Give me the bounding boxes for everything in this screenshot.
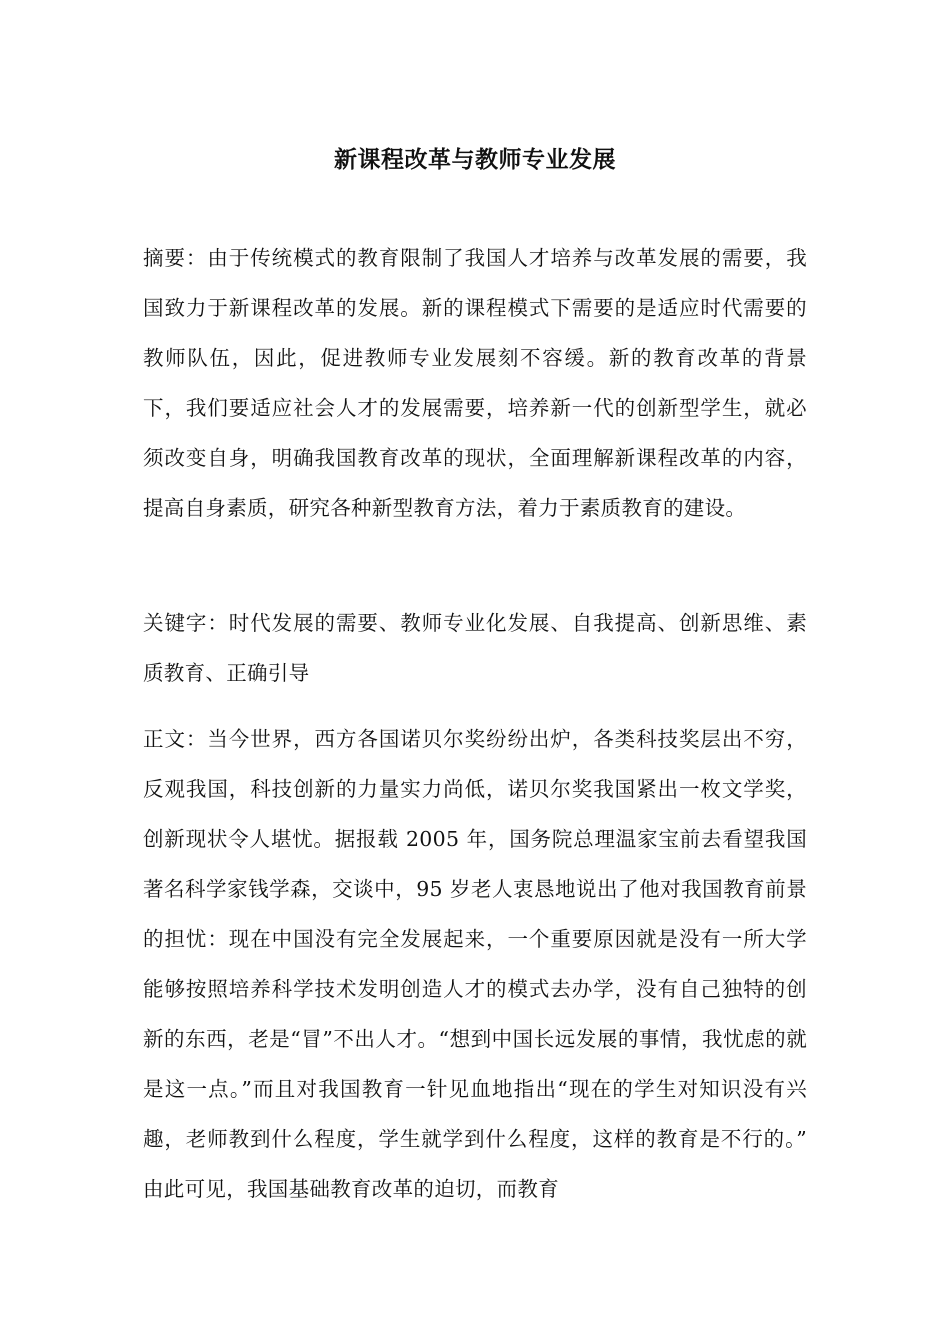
keywords-label: 关键字： xyxy=(143,611,229,635)
body-text: 当今世界，西方各国诺贝尔奖纷纷出炉，各类科技奖层出不穷，反观我国，科技创新的力量实力尚低，诺贝尔奖我国紧出一枚文学奖，创新现状令人堪忧。据报载 2005 年，国务院总理温家宝前去看望我国著名科学家钱学森，交谈中，95 岁老人衷恳地说出了他对我国教育前景的担忧：现在中国没有完全发展起来，一个重要原因就是没有一所大学能够按照培养科学技术发明创造人才的模式去办学，没有自己独特的创新的东西，老是“冒”不出人才。“想到中国长远发展的事情，我忧虑的就是这一点。”而且对我国教育一针见血地指出“现在的学生对知识没有兴趣，老师教到什么程度，学生就学到什么程度，这样的教育是不行的。” 由此可见，我国基础教育改革的迫切，而教育 xyxy=(143,727,807,1201)
body-paragraph xyxy=(143,714,807,1214)
keywords-text: 时代发展的需要、教师专业化发展、自我提高、创新思维、素质教育、正确引导 xyxy=(143,611,807,685)
body-label: 正文： xyxy=(143,727,208,751)
abstract-label: 摘要： xyxy=(143,246,208,270)
document-title: 新课程改革与教师专业发展 xyxy=(334,146,616,173)
abstract-text: 由于传统模式的教育限制了我国人才培养与改革发展的需要，我国致力于新课程改革的发展。新的课程模式下需要的是适应时代需要的教师队伍，因此，促进教师专业发展刻不容缓。新的教育改革的背景下，我们要适应社会人才的发展需要，培养新一代的创新型学生，就必须改变自身，明确我国教育改革的现状，全面理解新课程改革的内容，提高自身素质，研究各种新型教育方法，着力于素质教育的建设。 xyxy=(143,246,807,520)
keywords-paragraph xyxy=(143,598,807,698)
abstract-paragraph xyxy=(143,233,807,533)
